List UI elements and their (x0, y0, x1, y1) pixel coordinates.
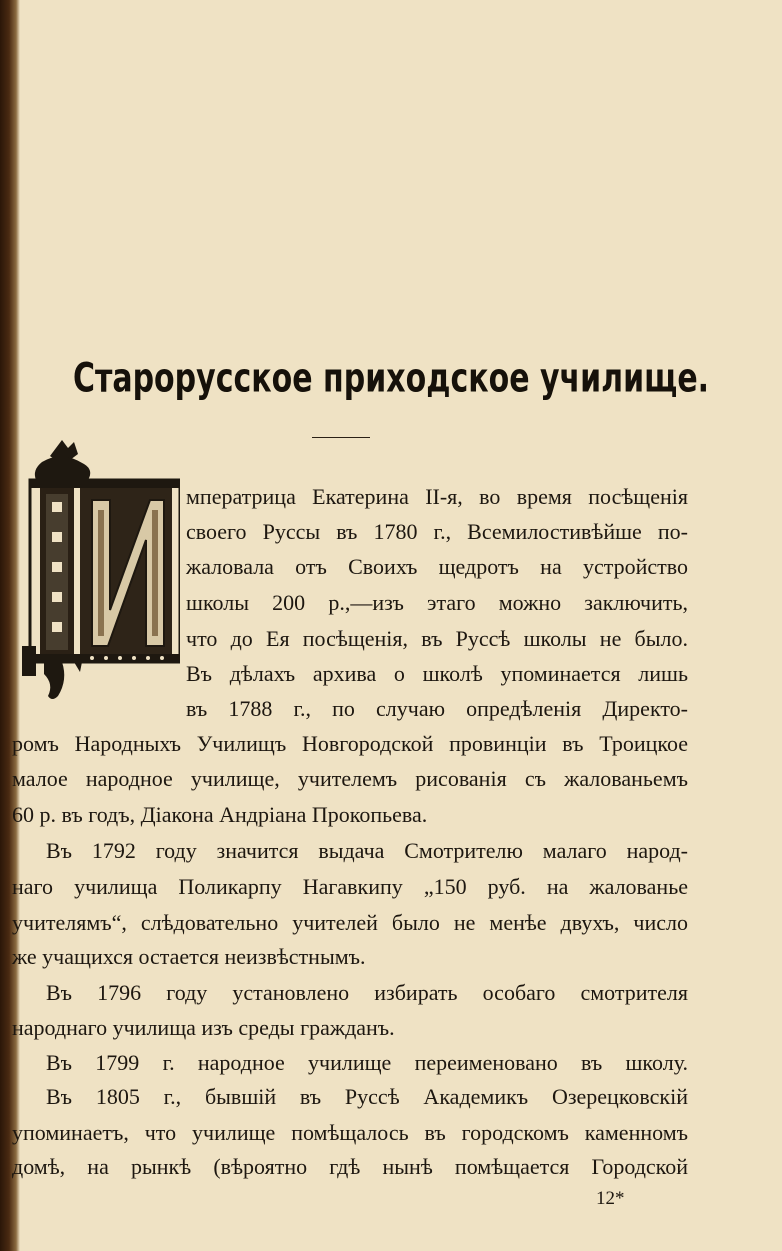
text-line: своего Руссы въ 1780 г., Всемилостивѣйше по- (186, 519, 688, 544)
text-line: ромъ Народныхъ Училищъ Новгородской провинціи въ Троицкое (12, 731, 688, 756)
text-line: учителямъ“, слѣдовательно учителей было не менѣе двухъ, число (12, 910, 688, 935)
text-line: малое народное училище, учителемъ рисованія съ жалованьемъ (12, 766, 688, 791)
text-line: мператрица Екатерина II-я, во время посѣщенія (186, 484, 688, 509)
text-line: жаловала отъ Своихъ щедротъ на устройство (186, 554, 688, 579)
text-line: же учащихся остается неизвѣстнымъ. (12, 944, 366, 969)
text-line: Въ 1805 г., бывшій въ Руссѣ Академикъ Озерецковскій (46, 1084, 688, 1109)
text-line: народнаго училища изъ среды гражданъ. (12, 1015, 395, 1040)
page-number: 12* (596, 1188, 625, 1209)
text-line: Въ 1792 году значится выдача Смотрителю малаго народ- (46, 838, 688, 863)
text-line: Въ 1799 г. народное училище переименовано въ школу. (46, 1050, 688, 1075)
book-spine-shadow (0, 0, 20, 1251)
text-line: 60 р. въ годъ, Діакона Андріана Прокопьева. (12, 802, 428, 827)
text-line: Въ дѣлахъ архива о школѣ упоминается лишь (186, 661, 688, 686)
text-line: домѣ, на рынкѣ (вѣроятно гдѣ нынѣ помѣщается Городской (12, 1154, 688, 1179)
text-line: наго училища Поликарпу Нагавкипу „150 руб. на жалованье (12, 874, 688, 899)
title-divider (312, 437, 370, 438)
text-line: Въ 1796 году установлено избирать особаго смотрителя (46, 980, 688, 1005)
text-line: упоминаетъ, что училище помѣщалось въ городскомъ каменномъ (12, 1120, 688, 1145)
chapter-title: Старорусское приходское училище. (72, 355, 710, 403)
text-line: въ 1788 г., по случаю опредѣленія Директо- (186, 696, 688, 721)
text-line: что до Ея посѣщенія, въ Руссѣ школы не было. (186, 626, 688, 651)
ornamental-initial-letter (22, 440, 180, 702)
text-line: школы 200 р.,—изъ этаго можно заключить, (186, 590, 688, 615)
